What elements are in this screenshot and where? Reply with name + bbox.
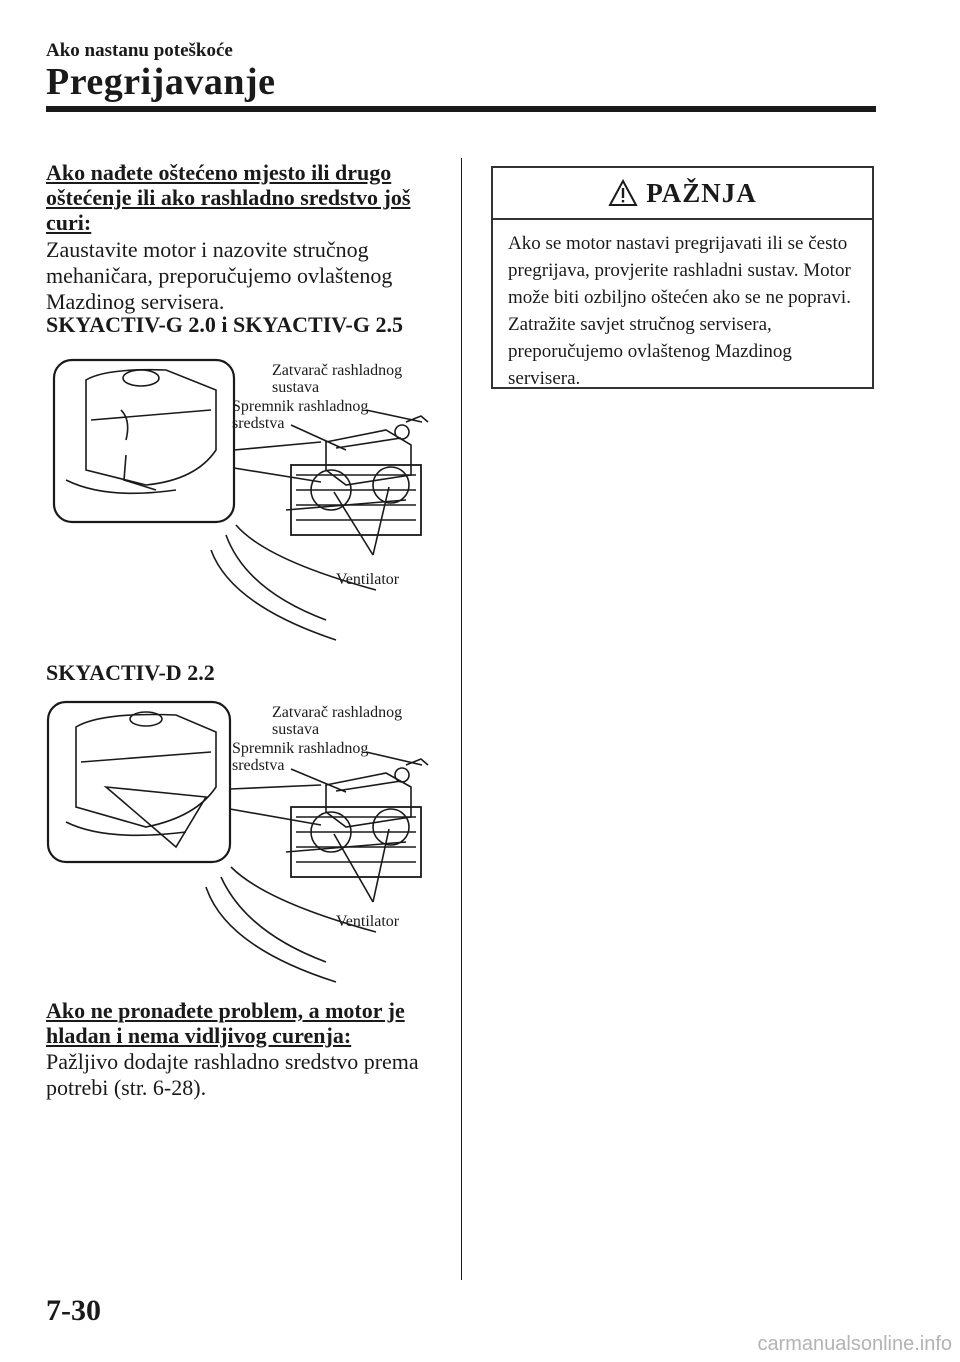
figure-engine-bay-skyactiv-g [46,350,441,645]
label-tank-line1: Spremnik rashladnog [232,398,369,415]
label-cap-line1: Zatvarač rashladnog [272,704,403,721]
watermark: carmanualsonline.info [757,1333,952,1355]
column-divider [461,158,462,1280]
label-fan: Ventilator [336,913,400,930]
label-cap-line2: sustava [272,721,320,738]
caution-box [491,166,874,389]
caution-text: Ako se motor nastavi pregrijavati ili se često pregrijava, provjerite rashladni sustav. Motor može biti ozbiljno oštećen ako se ne popravi. Zatražite savjet stručnog servisera, preporučujemo ovlaštenog Mazdinog servisera. [508,233,851,389]
title-rule [46,106,876,112]
subheading-skyactiv-g: SKYACTIV-G 2.0 i SKYACTIV-G 2.5 [46,312,403,337]
paragraph-call-mechanic: Zaustavite motor i nazovite stručnog mehaničara, preporučujemo ovlaštenog Mazdinog servisera. [46,237,393,314]
figure-engine-bay-skyactiv-d [46,697,441,987]
label-fan: Ventilator [336,571,400,588]
page-number: 7-30 [46,1294,101,1327]
label-tank-line2: sredstva [232,757,285,774]
engine-bay-illustration [46,350,441,645]
label-tank-line2: sredstva [232,415,285,432]
caution-header [493,168,872,220]
caution-title: PAŽNJA [646,177,757,208]
warning-triangle-icon [608,179,638,207]
page-title: Pregrijavanje [46,61,276,103]
heading-damage-found: Ako nađete oštećeno mjesto ili drugo oštećenje ili ako rashladno sredstvo još curi: [46,160,411,235]
paragraph-add-coolant: Pažljivo dodajte rashladno sredstvo prema potrebi (str. 6-28). [46,1049,419,1100]
label-tank-line1: Spremnik rashladnog [232,740,369,757]
heading-no-problem-found: Ako ne pronađete problem, a motor je hladan i nema vidljivog curenja: [46,998,405,1048]
label-cap-line2: sustava [272,379,320,396]
subheading-skyactiv-d: SKYACTIV-D 2.2 [46,660,215,685]
label-cap-line1: Zatvarač rashladnog [272,362,403,379]
section-kicker: Ako nastanu poteškoće [46,40,233,61]
